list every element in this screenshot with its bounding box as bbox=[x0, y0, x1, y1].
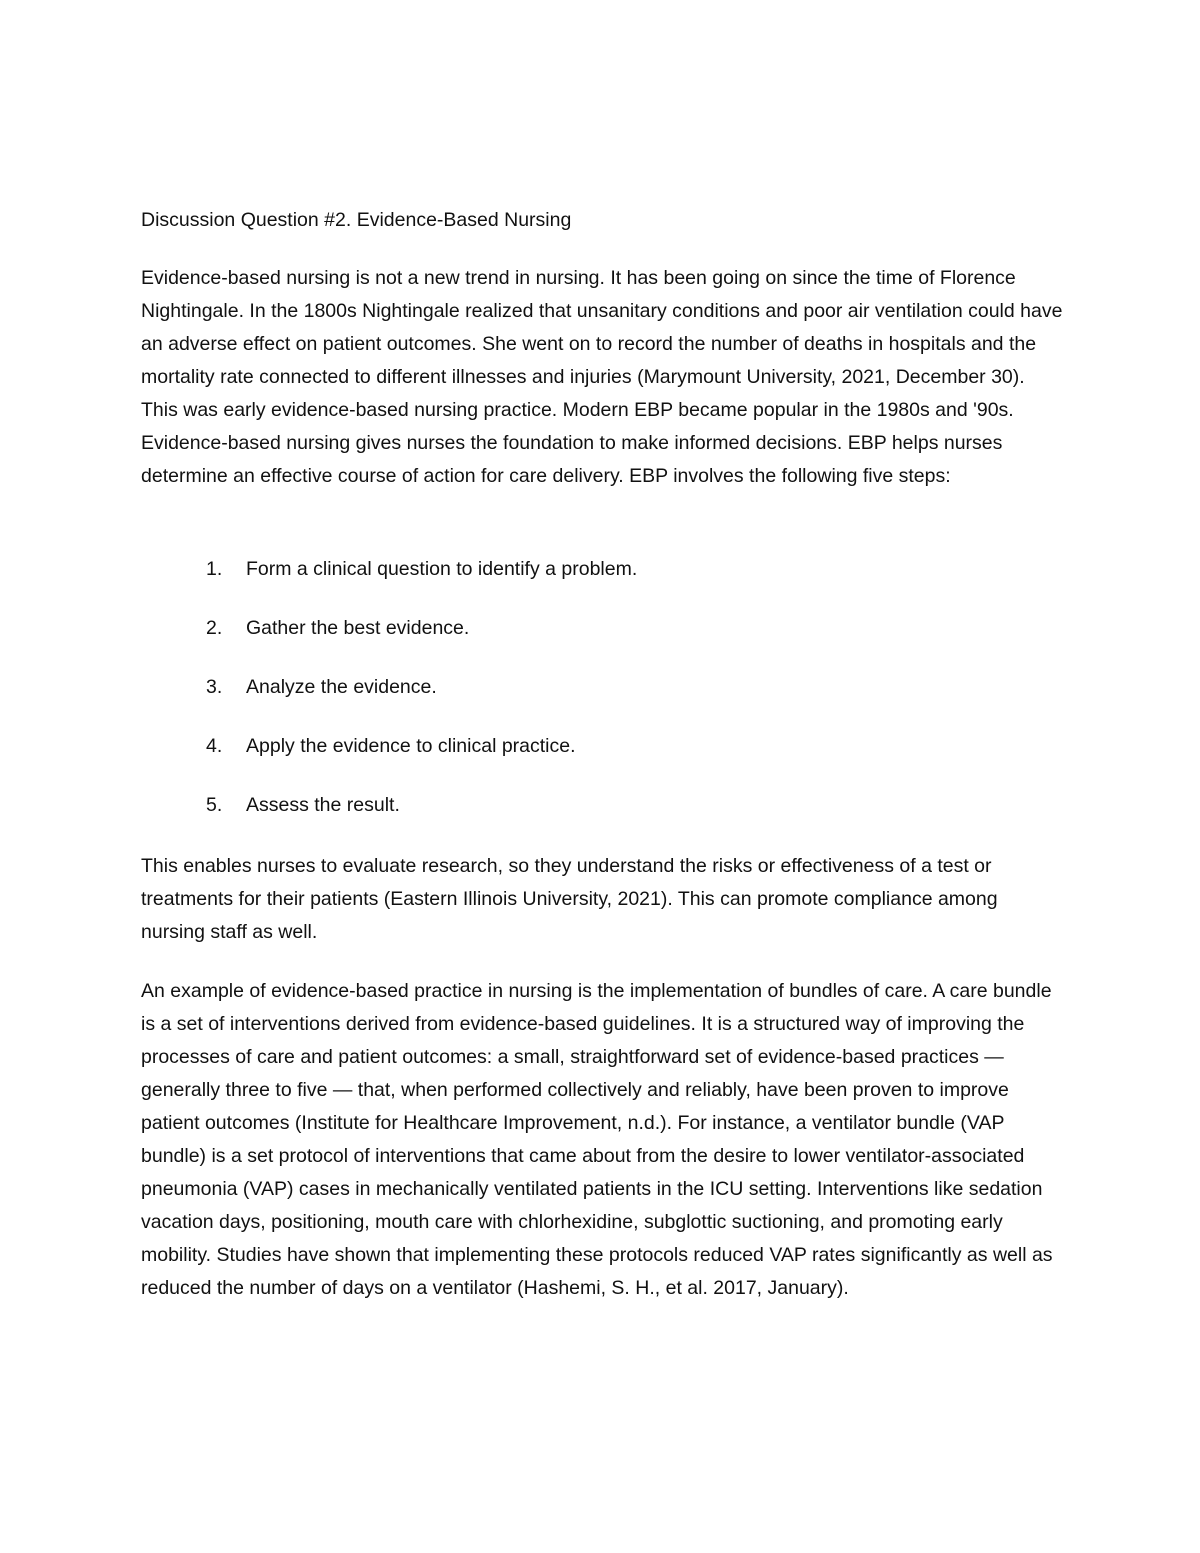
step-text: Form a clinical question to identify a problem. bbox=[246, 558, 638, 580]
list-item bbox=[206, 730, 1006, 789]
list-item bbox=[206, 789, 1006, 848]
step-number: 4. bbox=[206, 735, 223, 757]
paragraph-intro: Evidence-based nursing is not a new trend in nursing. It has been going on since the time of Florence Nightingale. In the 1800s Nightingale realized that unsanitary conditions and poor air ventilation could have an adverse effect on patient outcomes. She went on to record the number of deaths in hospitals and the mortality rate connected to different illnesses and injuries (Marymount University, 2021, December 30). This was early evidence-based nursing practice. Modern EBP became popular in the 1980s and '90s. Evidence-based nursing gives nurses the foundation to make informed decisions. EBP helps nurses determine an effective course of action for care delivery. EBP involves the following five steps: bbox=[141, 267, 1063, 487]
step-text: Assess the result. bbox=[246, 794, 400, 816]
steps-list bbox=[206, 553, 1006, 848]
step-text: Apply the evidence to clinical practice. bbox=[246, 735, 576, 757]
list-item bbox=[206, 671, 1006, 730]
step-number: 5. bbox=[206, 794, 223, 816]
step-number: 2. bbox=[206, 617, 223, 639]
step-text: Analyze the evidence. bbox=[246, 676, 437, 698]
paragraph-care-bundles: An example of evidence-based practice in nursing is the implementation of bundles of care. A care bundle is a set of interventions derived from evidence-based guidelines. It is a structured way of improving the processes of care and patient outcomes: a small, straightforward set of evidence-based practices — generally three to five — that, when performed collectively and reliably, have been proven to improve patient outcomes (Institute for Healthcare Improvement, n.d.). For instance, a ventilator bundle (VAP bundle) is a set protocol of interventions that came about from the desire to lower ventilator-associated pneumonia (VAP) cases in mechanically ventilated patients in the ICU setting. Interventions like sedation vacation days, positioning, mouth care with chlorhexidine, subglottic suctioning, and promoting early mobility. Studies have shown that implementing these protocols reduced VAP rates significantly as well as reduced the number of days on a ventilator (Hashemi, S. H., et al. 2017, January). bbox=[141, 980, 1053, 1299]
document-title: Discussion Question #2. Evidence-Based Nursing bbox=[141, 209, 572, 231]
paragraph-evaluation: This enables nurses to evaluate research, so they understand the risks or effectiveness of a test or treatments for their patients (Eastern Illinois University, 2021). This can promote compliance among nursing staff as well. bbox=[141, 855, 998, 943]
step-number: 1. bbox=[206, 558, 223, 580]
list-item bbox=[206, 553, 1006, 612]
list-item bbox=[206, 612, 1006, 671]
step-text: Gather the best evidence. bbox=[246, 617, 470, 639]
step-number: 3. bbox=[206, 676, 223, 698]
